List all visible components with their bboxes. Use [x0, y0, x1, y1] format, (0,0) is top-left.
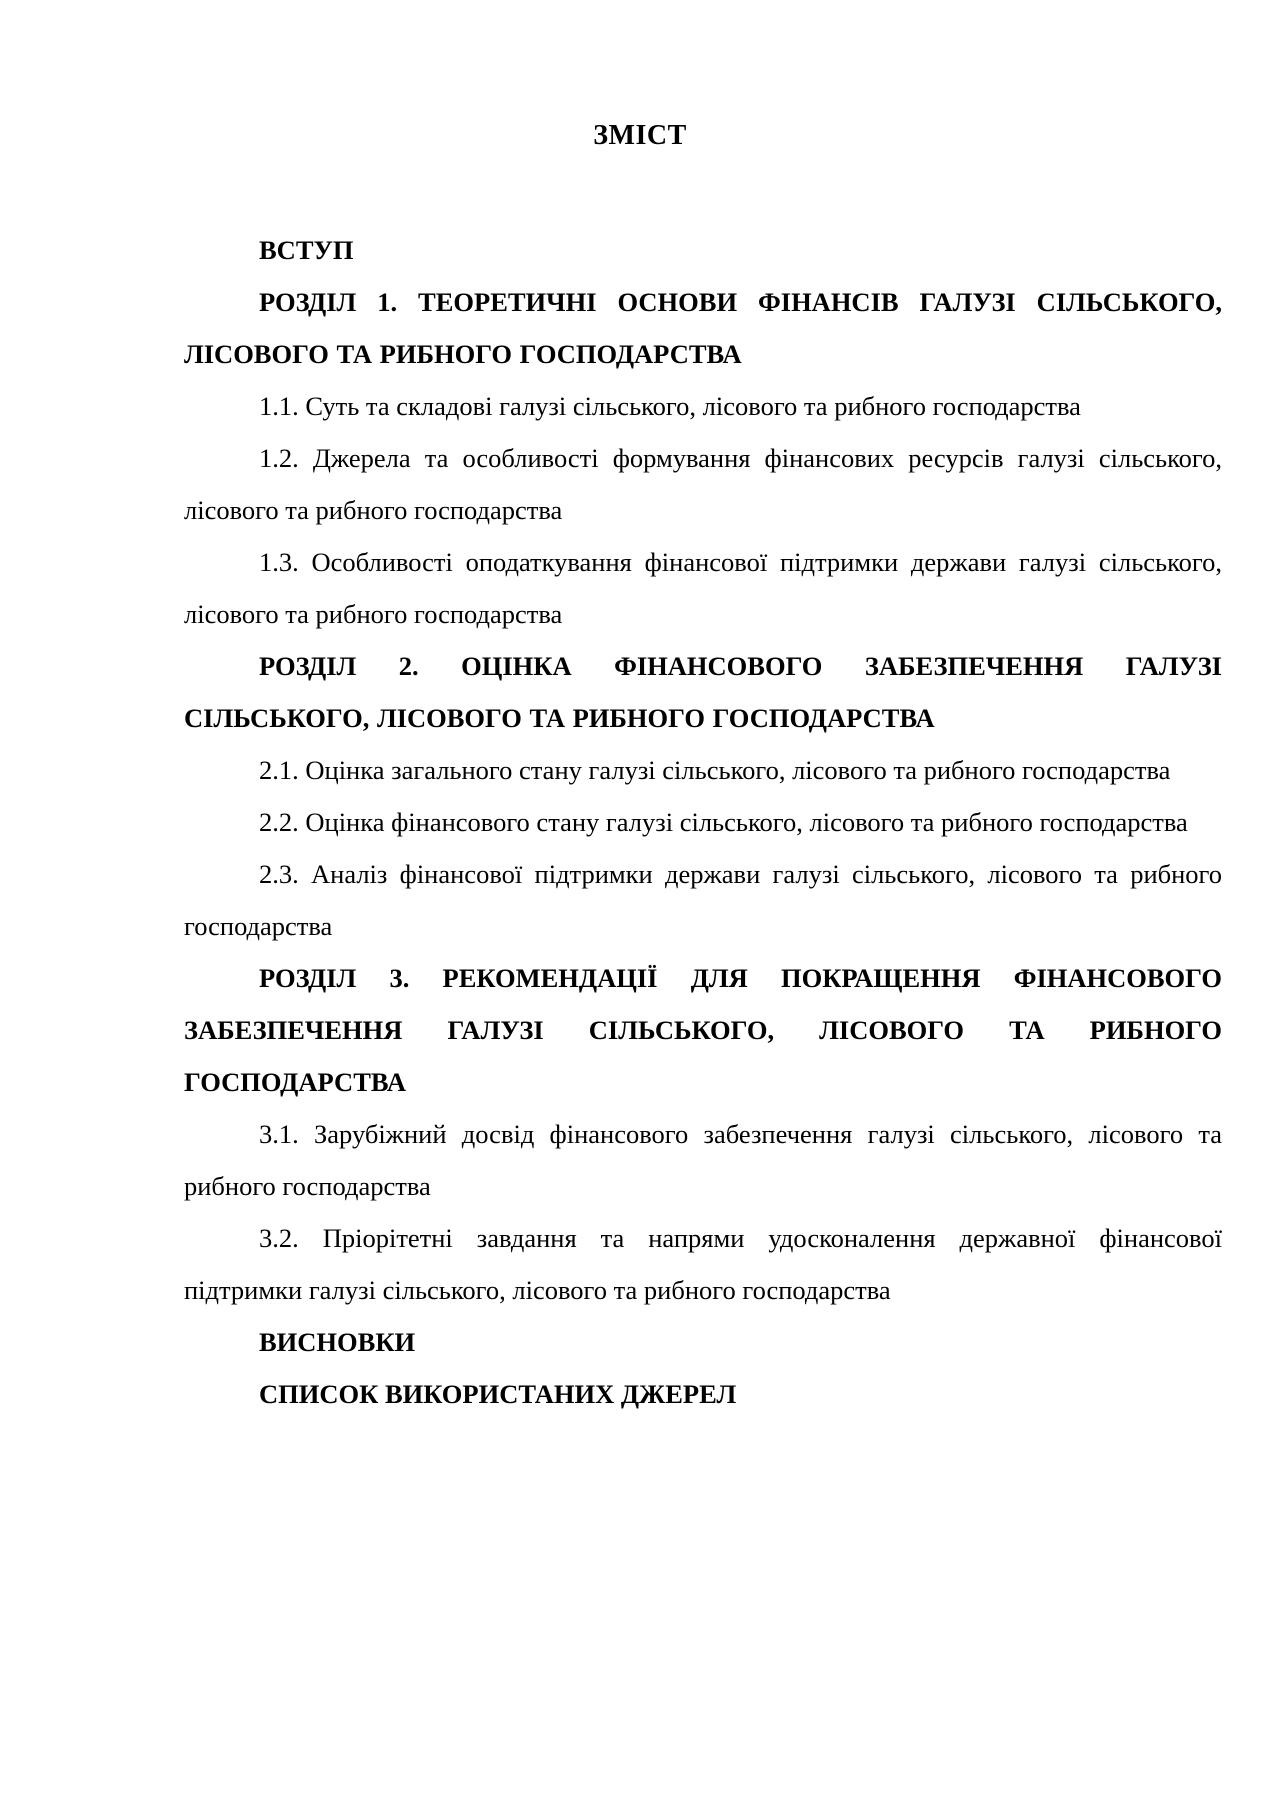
toc-heading-references: СПИСОК ВИКОРИСТАНИХ ДЖЕРЕЛ — [259, 1379, 737, 1409]
toc-chapter-3: РОЗДІЛ 3. РЕКОМЕНДАЦІЇ ДЛЯ ПОКРАЩЕННЯ ФІНАНСОВОГО ЗАБЕЗПЕЧЕННЯ ГАЛУЗІ СІЛЬСЬКОГО, ЛІСОВОГО ТА РИБНОГО ГОСПОДАРСТВА — [184, 963, 1222, 1097]
toc-section-1-3: 1.3. Особливості оподаткування фінансової підтримки держави галузі сільського, лісового та рибного господарства — [184, 547, 1222, 629]
toc-section-2-3: 2.3. Аналіз фінансової підтримки держави галузі сільського, лісового та рибного господарства — [184, 859, 1222, 941]
toc-chapter-2: РОЗДІЛ 2. ОЦІНКА ФІНАНСОВОГО ЗАБЕЗПЕЧЕННЯ ГАЛУЗІ СІЛЬСЬКОГО, ЛІСОВОГО ТА РИБНОГО ГОСПОДАРСТВА — [184, 651, 1222, 733]
toc-section-1-1: 1.1. Суть та складові галузі сільського, лісового та рибного господарства — [259, 391, 1081, 421]
toc-section-2-2: 2.2. Оцінка фінансового стану галузі сільського, лісового та рибного господарства — [259, 807, 1188, 837]
toc-section-2-1: 2.1. Оцінка загального стану галузі сільського, лісового та рибного господарства — [259, 755, 1171, 785]
toc-section-3-2: 3.2. Пріорітетні завдання та напрями удосконалення державної фінансової підтримки галузі сільського, лісового та рибного господарства — [184, 1223, 1222, 1305]
toc-section-3-1: 3.1. Зарубіжний досвід фінансового забезпечення галузі сільського, лісового та рибного господарства — [184, 1119, 1222, 1201]
toc-chapter-1: РОЗДІЛ 1. ТЕОРЕТИЧНІ ОСНОВИ ФІНАНСІВ ГАЛУЗІ СІЛЬСЬКОГО, ЛІСОВОГО ТА РИБНОГО ГОСПОДАРСТВА — [184, 287, 1222, 369]
table-of-contents — [184, 224, 1222, 1420]
toc-heading-conclusions: ВИСНОВКИ — [259, 1327, 416, 1357]
page-title: ЗМІСТ — [593, 120, 687, 151]
toc-heading-introduction: ВСТУП — [259, 235, 354, 265]
toc-section-1-2: 1.2. Джерела та особливості формування фінансових ресурсів галузі сільського, лісового та рибного господарства — [184, 443, 1222, 525]
